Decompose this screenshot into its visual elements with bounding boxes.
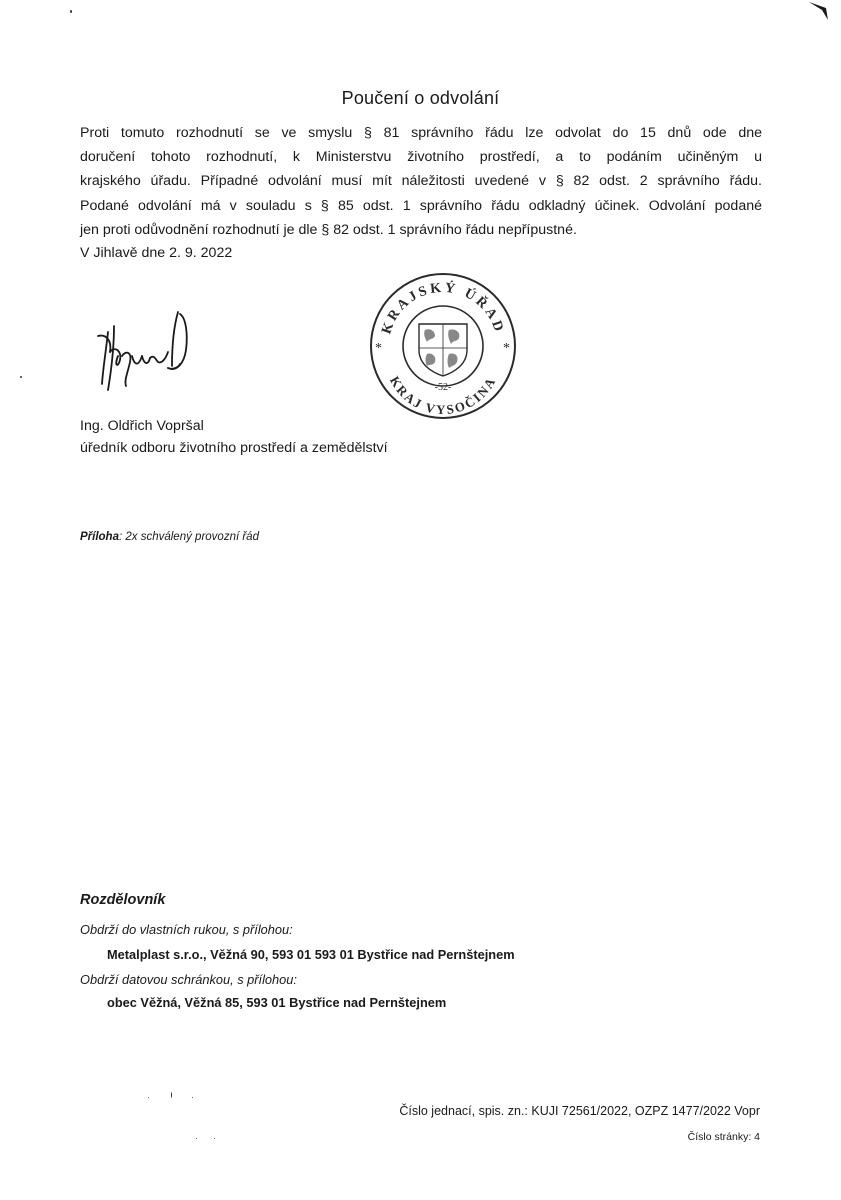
paragraph-line: jen proti odůvodnění rozhodnutí je dle § 82 odst. 1 správního řádu nepřípustné.	[80, 221, 577, 238]
stamp-star-right: *	[503, 341, 510, 356]
appeal-instructions-paragraph	[80, 121, 762, 242]
corner-staple-mark	[808, 0, 832, 22]
date-place: V Jihlavě dne 2. 9. 2022	[80, 245, 233, 261]
stamp-bottom-text: KRAJ VYSOČINA	[387, 373, 499, 418]
stamp-top-text: KRAJSKÝ ÚŘAD	[379, 280, 507, 337]
attachment-text: : 2x schválený provozní řád	[118, 531, 259, 543]
attachment-note	[80, 531, 259, 543]
scan-speck	[196, 1138, 197, 1139]
svg-text:KRAJ VYSOČINA	[387, 374, 499, 418]
attachment-label: Příloha	[80, 531, 119, 543]
scan-speck	[20, 376, 22, 378]
scan-speck	[148, 1097, 149, 1098]
paragraph-line: doručení tohoto rozhodnutí, k Ministerstvu životního prostředí, a to podáním učiněným u	[80, 149, 762, 166]
distribution-recipient: Metalplast s.r.o., Věžná 90, 593 01 593 01 Bystřice nad Pernštejnem	[107, 947, 515, 962]
distribution-label: Obdrží do vlastních rukou, s přílohou:	[80, 922, 293, 937]
distribution-recipient: obec Věžná, Věžná 85, 593 01 Bystřice nad Pernštejnem	[107, 995, 447, 1010]
distribution-heading: Rozdělovník	[80, 892, 166, 908]
signer-name: Ing. Oldřich Vopršal	[80, 418, 204, 434]
scan-speck	[70, 10, 72, 13]
handwritten-signature	[92, 306, 202, 398]
paragraph-line: Proti tomuto rozhodnutí se ve smyslu § 81 správního řádu lze odvolat do 15 dnů ode dne	[80, 125, 762, 141]
scan-speck	[192, 1097, 193, 1098]
paragraph-line: Podané odvolání má v souladu s § 85 odst. 1 správního řádu odkladný účinek. Odvolání podané	[80, 197, 762, 214]
signer-role: úředník odboru životního prostředí a zemědělství	[80, 440, 388, 456]
paragraph-line: krajského úřadu. Případné odvolání musí mít náležitosti uvedené v § 82 odst. 2 správního řádu.	[80, 173, 762, 190]
footer-reference-number: Číslo jednací, spis. zn.: KUJI 72561/2022, OZPZ 1477/2022 Vopr	[399, 1104, 760, 1118]
stamp-star-left: *	[375, 341, 382, 356]
scan-speck	[171, 1092, 172, 1098]
distribution-label: Obdrží datovou schránkou, s přílohou:	[80, 972, 297, 987]
scan-speck	[214, 1138, 215, 1139]
stamp-number: -52-	[434, 382, 452, 393]
page-title: Poučení o odvolání	[341, 88, 500, 108]
official-seal-icon	[363, 268, 523, 420]
footer-page-number: Číslo stránky: 4	[687, 1131, 760, 1143]
coat-of-arms-icon	[419, 324, 467, 376]
